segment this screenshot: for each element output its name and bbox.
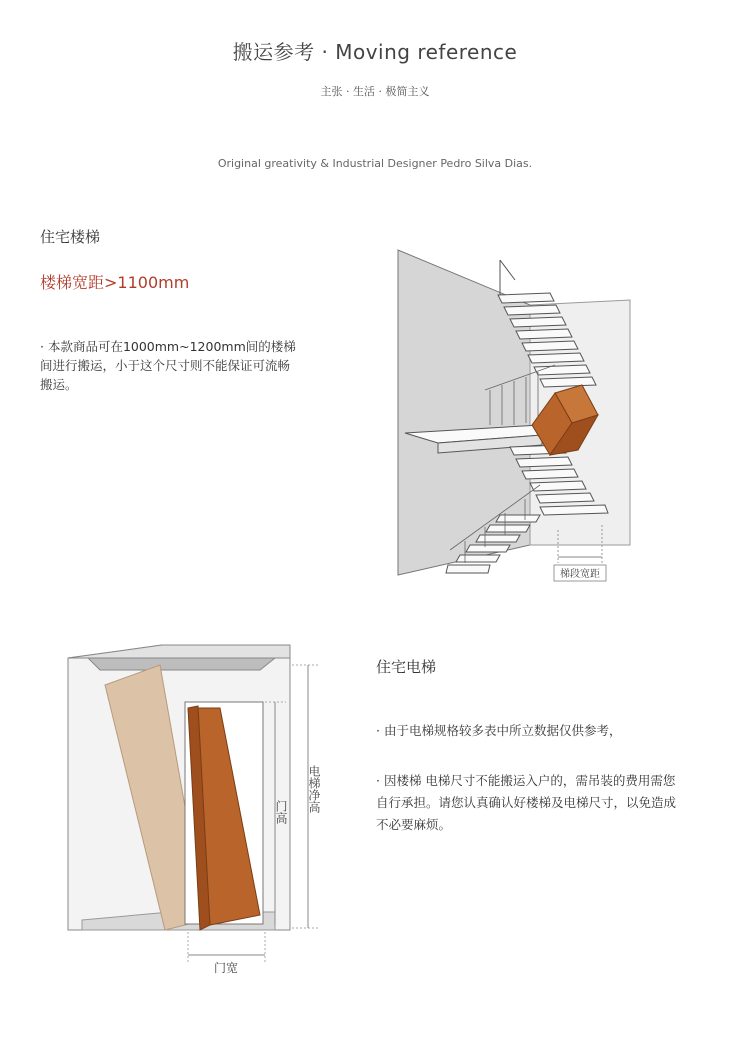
elevator-height-label: 电梯净高 — [307, 765, 321, 813]
staircase-illustration — [390, 245, 640, 590]
elevator-note-reference: · 由于电梯规格较多表中所立数据仅供参考， — [376, 723, 622, 738]
elevator-heading: 住宅电梯 — [376, 658, 437, 676]
staircase-heading: 住宅楼梯 — [40, 228, 101, 246]
elevator-note-hoisting: · 因楼梯 电梯尺寸不能搬运入户的，需吊装的费用需您自行承担。请您认真确认好楼梯及电梯尺寸，以免造成不必要麻烦。 — [376, 773, 677, 832]
elevator-illustration — [60, 640, 360, 980]
staircase-note: · 本款商品可在1000mm~1200mm间的楼梯间进行搬运，小于这个尺寸则不能保证可流畅搬运。 — [40, 339, 296, 392]
page-subtitle: 主张 · 生活 · 极简主义 — [320, 85, 430, 98]
elevator-ceiling — [88, 658, 275, 670]
designer-credit: Original greativity & Industrial Designer Pedro Silva Dias. — [217, 157, 533, 170]
door-height-label: 门高 — [274, 800, 288, 824]
stair-width-label: 梯段宽距 — [560, 569, 600, 580]
page-title: 搬运参考 · Moving reference — [232, 40, 518, 64]
door-width-label: 门宽 — [213, 961, 239, 975]
staircase-width-requirement: 楼梯宽距>1100mm — [40, 273, 190, 292]
